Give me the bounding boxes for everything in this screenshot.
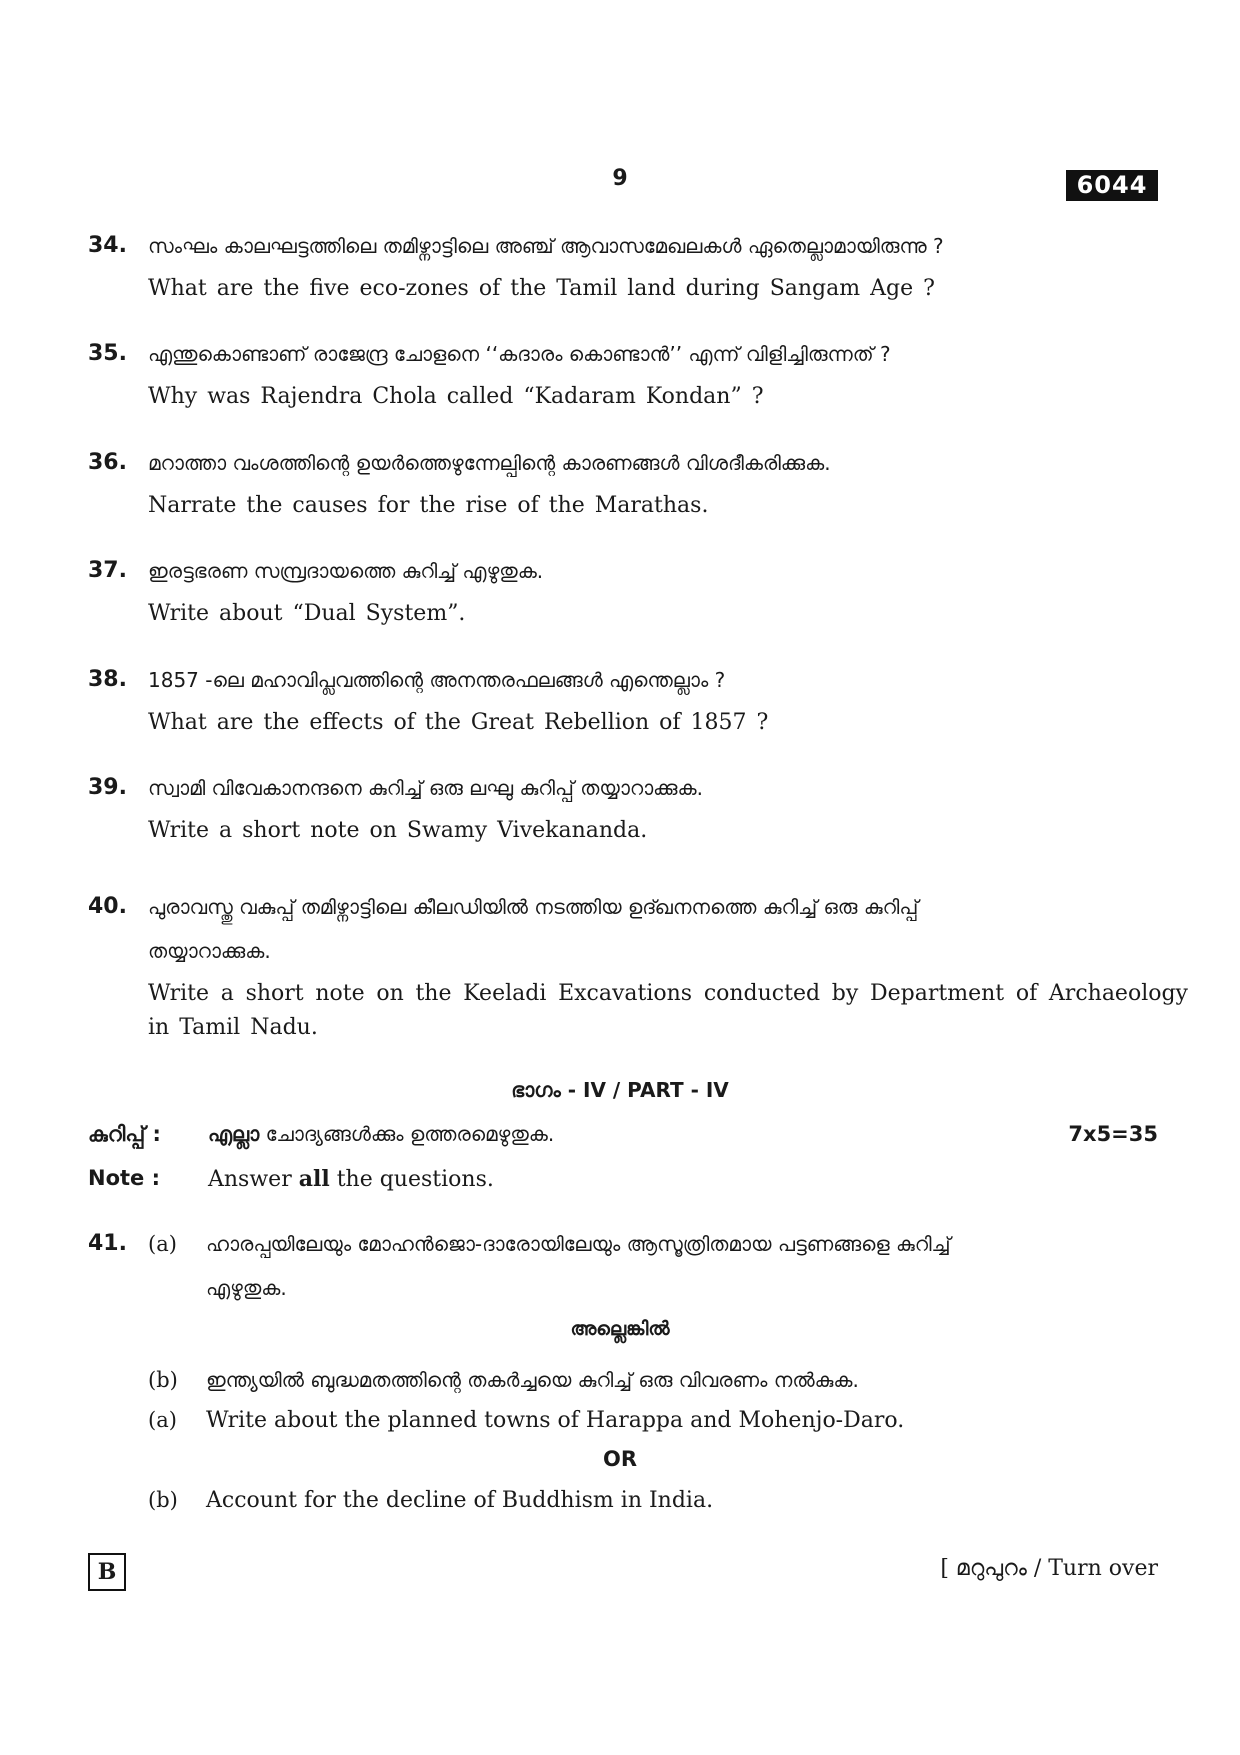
question-text-english: What are the five eco-zones of the Tamil land during Sangam Age ? xyxy=(148,276,935,301)
question-number: 34. xyxy=(88,233,127,258)
option-text: Write about the planned towns of Harappa and Mohenjo-Daro. xyxy=(206,1408,905,1433)
note-text-english xyxy=(208,1166,494,1192)
question-text-malayalam: എന്തുകൊണ്ടാണ് രാജേന്ദ്ര ചോളനെ ‘‘കദാരം കൊണ്ടാൻ’’ എന്ന് വിളിച്ചിരുന്നത് ? xyxy=(148,342,891,366)
part-heading: ഭാഗം - IV / PART - IV xyxy=(511,1078,729,1102)
page-number: 9 xyxy=(612,166,628,191)
question-number: 36. xyxy=(88,450,127,475)
note-label-english: Note : xyxy=(88,1166,160,1190)
turn-over-note: [ മറുപുറം / Turn over xyxy=(940,1556,1158,1581)
option-label: (a) xyxy=(148,1232,177,1256)
note-rest: ചോദ്യങ്ങൾക്കും ഉത്തരമെഴുതുക. xyxy=(259,1122,555,1146)
question-text-malayalam: പുരാവസ്തു വകുപ്പ് തമിഴ്നാട്ടിലെ കീലഡിയിൽ നടത്തിയ ഉദ്ഖനനത്തെ കുറിച്ച് ഒരു കുറിപ്പ് xyxy=(148,895,919,919)
option-label: (b) xyxy=(148,1488,178,1512)
question-text-malayalam: 1857 -ലെ മഹാവിപ്ലവത്തിന്റെ അനന്തരഫലങ്ങൾ എന്തെല്ലാം ? xyxy=(148,668,726,692)
or-malayalam: അല്ലെങ്കിൽ xyxy=(570,1318,670,1340)
option-label: (b) xyxy=(148,1368,178,1392)
option-label: (a) xyxy=(148,1408,177,1432)
question-number: 40. xyxy=(88,894,127,919)
option-text: ഇന്ത്യയിൽ ബുദ്ധമതത്തിന്റെ തകർച്ചയെ കുറിച്ച് ഒരു വിവരണം നൽകുക. xyxy=(206,1368,859,1392)
question-text-malayalam: ഇരട്ടഭരണ സമ്പ്രദായത്തെ കുറിച്ച് എഴുതുക. xyxy=(148,559,544,583)
option-text: ഹാരപ്പയിലേയും മോഹൻജൊ-ദാരോയിലേയും ആസൂത്രിതമായ പട്ടണങ്ങളെ കുറിച്ച് xyxy=(206,1232,951,1256)
question-text-english: Narrate the causes for the rise of the Marathas. xyxy=(148,493,709,518)
note-text-malayalam xyxy=(208,1122,554,1146)
note-pre: Answer xyxy=(208,1167,299,1192)
question-number: 38. xyxy=(88,667,127,692)
note-emphasis: എല്ലാ xyxy=(208,1122,260,1146)
question-text-malayalam: സംഘം കാലഘട്ടത്തിലെ തമിഴ്നാട്ടിലെ അഞ്ച് ആവാസമേഖലകൾ ഏതെല്ലാമായിരുന്നു ? xyxy=(148,234,944,258)
question-text-english: What are the effects of the Great Rebellion of 1857 ? xyxy=(148,710,769,735)
paper-code-badge: 6044 xyxy=(1066,170,1158,201)
question-text-malayalam-continued: തയ്യാറാക്കുക. xyxy=(148,939,271,963)
question-text-english: Write about “Dual System”. xyxy=(148,601,466,626)
question-number: 39. xyxy=(88,775,127,800)
question-number: 37. xyxy=(88,558,127,583)
or-english: OR xyxy=(602,1447,638,1471)
option-text: Account for the decline of Buddhism in India. xyxy=(206,1488,714,1513)
question-text-english: Write a short note on Swamy Vivekananda. xyxy=(148,818,648,843)
note-emphasis: all xyxy=(298,1166,330,1192)
question-41-number: 41. xyxy=(88,1231,127,1256)
version-box: B xyxy=(88,1553,126,1591)
marks-allocation: 7x5=35 xyxy=(1068,1122,1158,1146)
question-text-english: Why was Rajendra Chola called “Kadaram Kondan” ? xyxy=(148,384,764,409)
option-text-continued: എഴുതുക. xyxy=(206,1276,287,1300)
question-number: 35. xyxy=(88,341,127,366)
note-label-malayalam: കുറിപ്പ് : xyxy=(88,1122,161,1146)
option-text-block xyxy=(206,1222,950,1310)
question-text-english: Write a short note on the Keeladi Excavations conducted by Department of Archaeology in Tamil Nadu. xyxy=(148,981,1188,1040)
question-text-malayalam: മറാത്താ വംശത്തിന്റെ ഉയർത്തെഴുന്നേല്പിന്റെ കാരണങ്ങൾ വിശദീകരിക്കുക. xyxy=(148,451,831,475)
question-text-malayalam: സ്വാമി വിവേകാനന്ദനെ കുറിച്ച് ഒരു ലഘു കുറിപ്പ് തയ്യാറാക്കുക. xyxy=(148,776,703,800)
note-post: the questions. xyxy=(329,1167,494,1192)
